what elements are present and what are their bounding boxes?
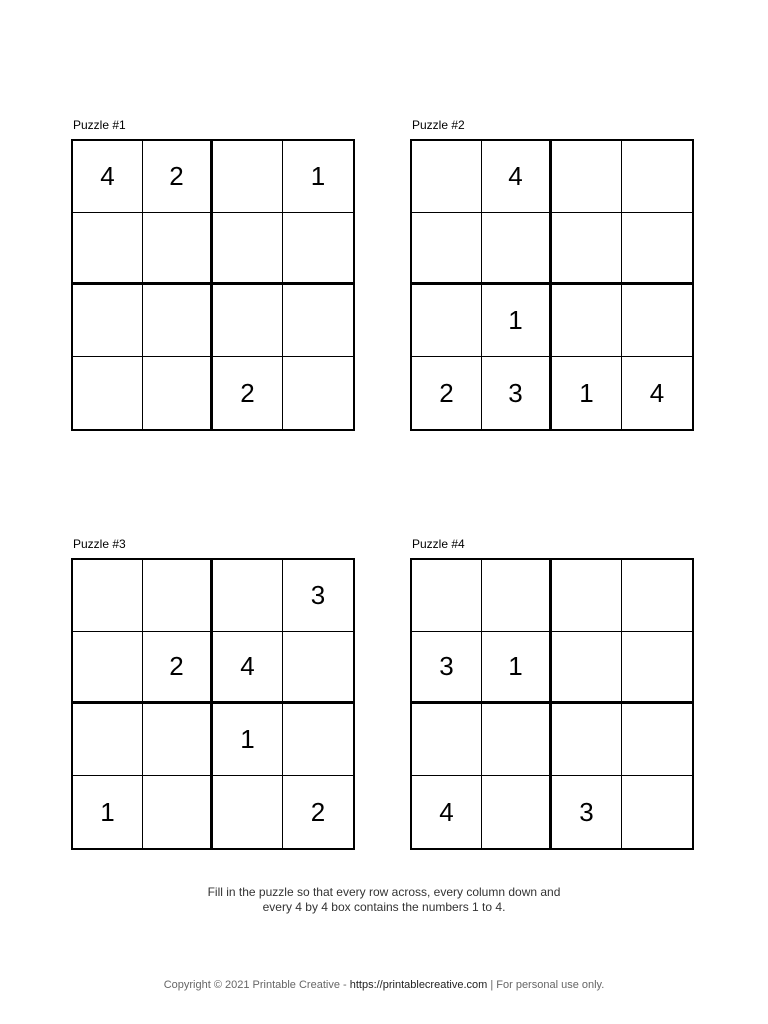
grid-cell: 4 (482, 141, 552, 213)
grid-cell (143, 213, 213, 285)
grid-cell (482, 560, 552, 632)
grid-cell (283, 704, 353, 776)
footer (0, 978, 768, 992)
grid-cell: 1 (283, 141, 353, 213)
puzzle-grid (71, 139, 355, 431)
grid-cell (283, 213, 353, 285)
puzzle-grid (410, 139, 694, 431)
grid-cell: 3 (482, 357, 552, 429)
grid-cell: 1 (482, 632, 552, 704)
grid-cell: 2 (412, 357, 482, 429)
grid-cell (482, 704, 552, 776)
grid-cell (143, 357, 213, 429)
grid-cell (73, 213, 143, 285)
grid-cell (552, 560, 622, 632)
grid-cell (283, 632, 353, 704)
grid-cell (213, 776, 283, 848)
grid-cell (412, 560, 482, 632)
grid-cell (73, 632, 143, 704)
grid-cell (622, 213, 692, 285)
grid-cell (283, 285, 353, 357)
grid-cell (412, 285, 482, 357)
website-link[interactable]: https://printablecreative.com (349, 979, 488, 991)
grid-cell (412, 213, 482, 285)
grid-cell (213, 560, 283, 632)
grid-cell (73, 704, 143, 776)
grid-cell (283, 357, 353, 429)
puzzle-title: Puzzle #2 (412, 118, 465, 132)
puzzle-title: Puzzle #3 (73, 537, 126, 551)
grid-cell (213, 141, 283, 213)
puzzle-title: Puzzle #1 (73, 118, 126, 132)
grid-cell (143, 560, 213, 632)
grid-cell: 4 (649, 377, 665, 408)
grid-cell (73, 285, 143, 357)
grid-cell (552, 285, 622, 357)
grid-cell: 2 (143, 632, 213, 704)
grid-cell: 3 (283, 560, 353, 632)
grid-cell: 1 (482, 285, 552, 357)
grid-cell (143, 285, 213, 357)
grid-cell (622, 632, 692, 704)
grid-cell: 1 (213, 704, 283, 776)
grid-cell: 3 (552, 776, 622, 848)
grid-cell (73, 560, 143, 632)
grid-cell: 3 (412, 632, 482, 704)
grid-cell: 4 (412, 776, 482, 848)
grid-cell: 2 (310, 796, 326, 827)
grid-cell (412, 141, 482, 213)
grid-cell: 4 (73, 141, 143, 213)
grid-cell (622, 560, 692, 632)
grid-cell (622, 776, 692, 848)
grid-cell: 2 (143, 141, 213, 213)
grid-cell (552, 213, 622, 285)
grid-cell: 1 (552, 357, 622, 429)
puzzle-title: Puzzle #4 (412, 537, 465, 551)
grid-cell (482, 776, 552, 848)
grid-cell (622, 141, 692, 213)
grid-cell (73, 357, 143, 429)
instructions (0, 885, 768, 915)
grid-cell: 2 (213, 357, 283, 429)
grid-cell (552, 632, 622, 704)
grid-cell (482, 213, 552, 285)
grid-cell (552, 704, 622, 776)
copyright-text: Copyright © 2021 Printable Creative - (163, 979, 350, 991)
grid-cell (143, 776, 213, 848)
puzzle-grid (410, 558, 694, 850)
grid-cell (143, 704, 213, 776)
grid-cell (552, 141, 622, 213)
puzzle-grid (71, 558, 355, 850)
footer-suffix: | For personal use only. (487, 979, 605, 991)
instructions-line: Fill in the puzzle so that every row across, every column down and (207, 885, 561, 899)
grid-cell (622, 285, 692, 357)
grid-cell (622, 704, 692, 776)
grid-cell (412, 704, 482, 776)
grid-cell: 1 (73, 776, 143, 848)
grid-cell (213, 213, 283, 285)
grid-cell: 4 (213, 632, 283, 704)
instructions-line: every 4 by 4 box contains the numbers 1 to 4. (262, 900, 506, 914)
grid-cell (213, 285, 283, 357)
